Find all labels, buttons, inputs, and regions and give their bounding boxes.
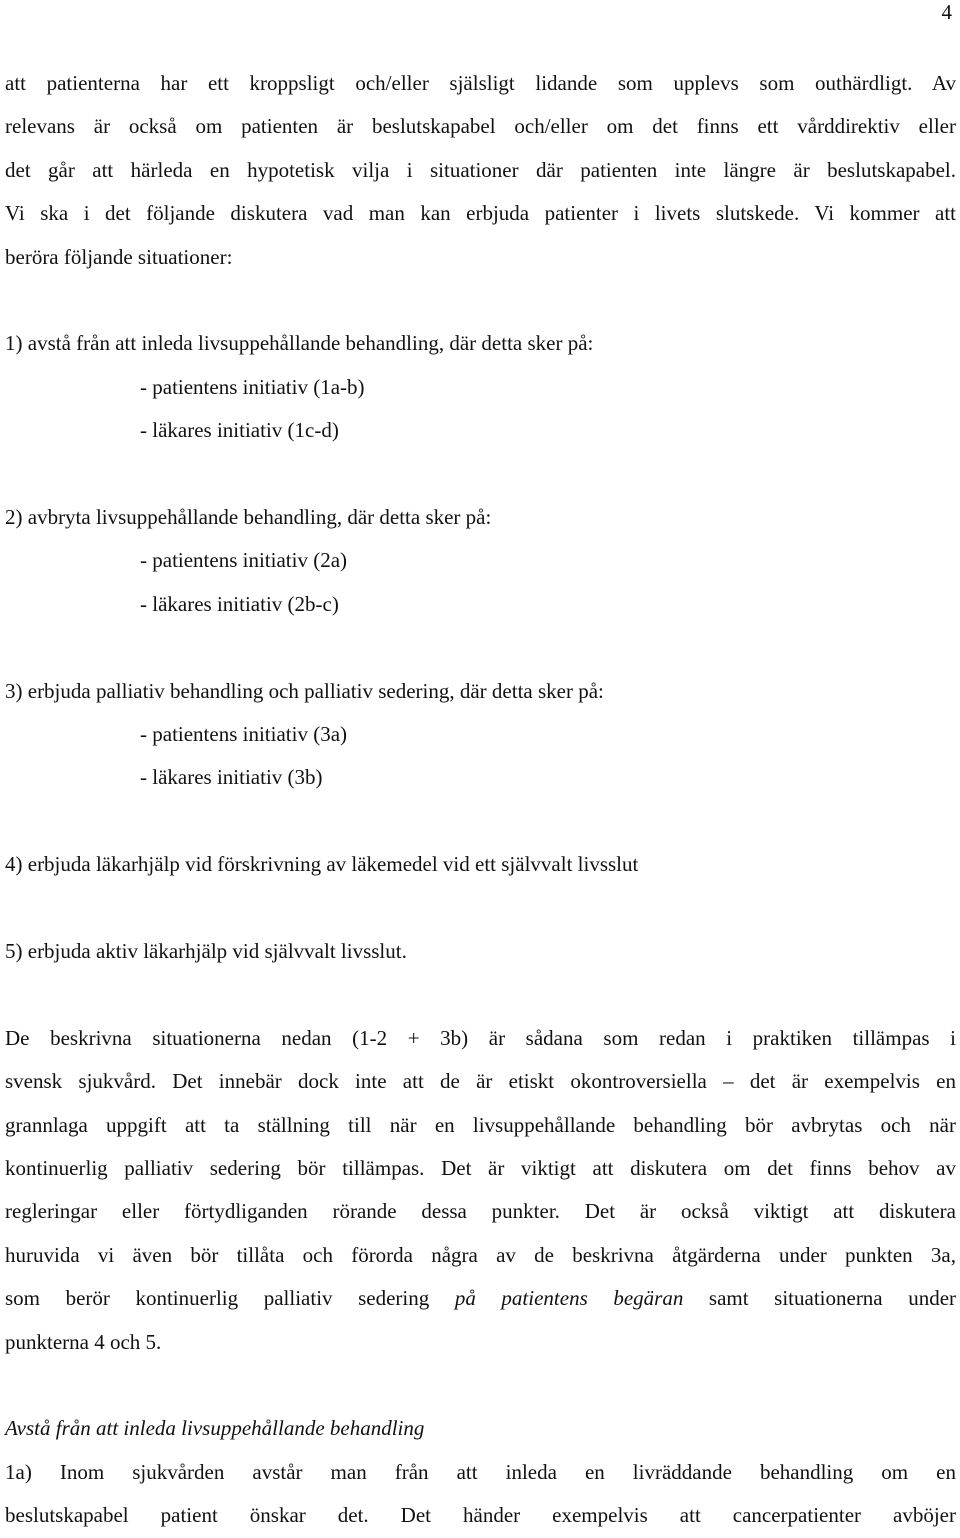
text-line xyxy=(5,1277,956,1320)
emphasis-text: på patientens begäran xyxy=(454,1286,684,1311)
situation-item-3 xyxy=(5,670,956,800)
situation-subitem: - läkares initiativ (3b) xyxy=(140,765,323,790)
text-line: Vi ska i det följande diskutera vad man kan erbjuda patienter i livets slutskede. Vi kommer att xyxy=(5,201,956,226)
situation-subitem: - patientens initiativ (3a) xyxy=(140,722,348,747)
situation-item-1 xyxy=(5,322,956,452)
situation-subitem: - läkares initiativ (1c-d) xyxy=(140,418,339,443)
text-line: punkterna 4 och 5. xyxy=(5,1329,162,1354)
situation-item-2 xyxy=(5,496,956,626)
intro-paragraph xyxy=(5,62,956,279)
text-run: som berör kontinuerlig palliativ sedering xyxy=(5,1286,430,1311)
text-line: De beskrivna situationerna nedan (1-2 + 3b) är sådana som redan i praktiken tillämpas i xyxy=(5,1025,956,1050)
text-line: att patienterna har ett kroppsligt och/eller själsligt lidande som upplevs som outhärdligt. Av xyxy=(5,71,956,95)
situation-text: 3) erbjuda palliativ behandling och palliativ sedering, där detta sker på: xyxy=(5,678,604,703)
situation-subitem: - patientens initiativ (2a) xyxy=(140,548,348,573)
section-heading-text: Avstå från att inleda livsuppehållande behandling xyxy=(5,1416,425,1441)
text-line: beslutskapabel patient önskar det. Det händer exempelvis att cancerpatienter avböjer xyxy=(5,1503,956,1528)
text-run: samt situationerna under xyxy=(708,1286,957,1311)
situation-text: 1) avstå från att inleda livsuppehållande behandling, där detta sker på: xyxy=(5,331,594,356)
discussion-paragraph xyxy=(5,1017,956,1364)
text-line: huruvida vi även bör tillåta och förorda några av de beskrivna åtgärderna under punkten 3a, xyxy=(5,1242,956,1267)
text-line: grannlaga uppgift att ta ställning till när en livsuppehållande behandling bör avbrytas och när xyxy=(5,1112,956,1137)
text-line: svensk sjukvård. Det innebär dock inte att de är etiskt okontroversiella – det är exempelvis en xyxy=(5,1069,956,1094)
situation-text: 2) avbryta livsuppehållande behandling, där detta sker på: xyxy=(5,505,492,530)
situation-item-5: 5) erbjuda aktiv läkarhjälp vid självvalt livsslut. xyxy=(5,939,407,964)
text-line: 1a) Inom sjukvården avstår man från att inleda en livräddande behandling om en xyxy=(5,1459,956,1484)
text-line: kontinuerlig palliativ sedering bör tillämpas. Det är viktigt att diskutera om det finns behov av xyxy=(5,1156,956,1181)
page-number: 4 xyxy=(941,0,952,24)
section-heading xyxy=(5,1407,956,1450)
situation-subitem: - läkares initiativ (2b-c) xyxy=(140,591,339,616)
text-line: regleringar eller förtydliganden rörande dessa punkter. Det är också viktigt att diskutera xyxy=(5,1199,956,1224)
document-body xyxy=(5,62,956,1538)
text-line: relevans är också om patienten är beslutskapabel och/eller om det finns ett vårddirektiv eller xyxy=(5,114,956,139)
situation-item-4: 4) erbjuda läkarhjälp vid förskrivning av läkemedel vid ett självvalt livsslut xyxy=(5,852,639,877)
text-line: beröra följande situationer: xyxy=(5,244,233,269)
situation-subitem: - patientens initiativ (1a-b) xyxy=(140,374,365,399)
text-line: det går att härleda en hypotetisk vilja i situationer där patienten inte längre är beslutskapabel. xyxy=(5,157,956,182)
